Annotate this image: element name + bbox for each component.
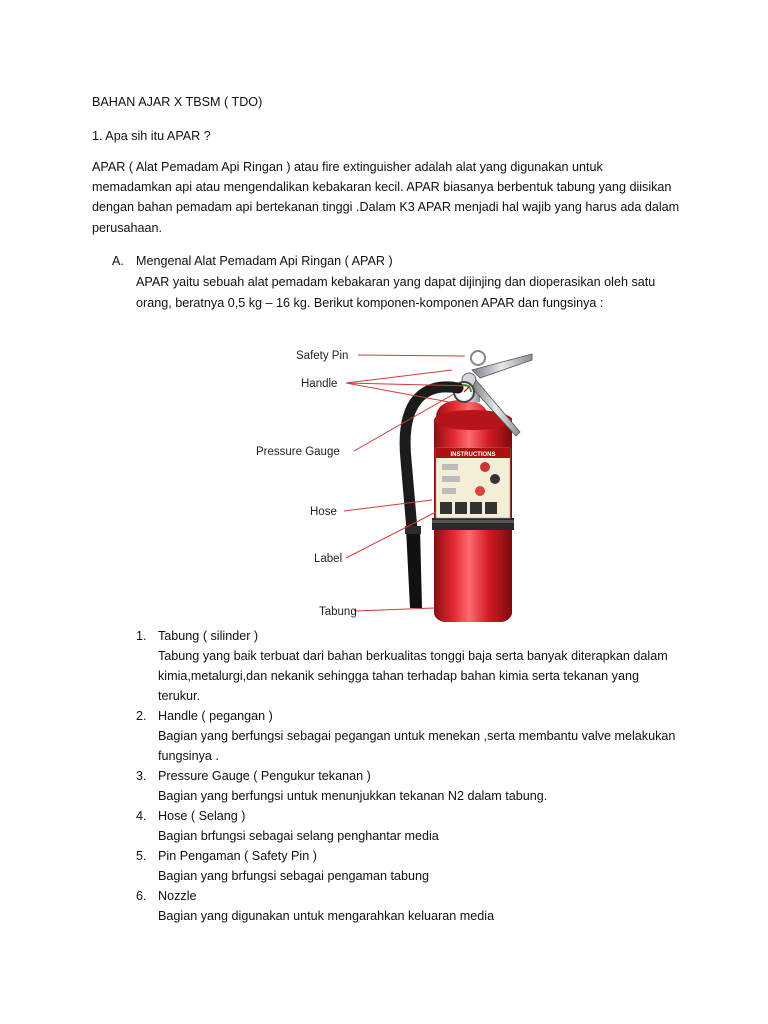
intro-line: APAR ( Alat Pemadam Api Ringan ) atau fire extinguisher adalah alat yang digunakan untuk: [92, 160, 603, 174]
item-description: [136, 646, 696, 706]
label-label: Label: [314, 553, 343, 565]
item-desc-line: fungsinya .: [158, 749, 219, 763]
instructions-heading: INSTRUCTIONS: [450, 452, 496, 458]
item-number: 4.: [136, 809, 147, 823]
section-body: [136, 272, 655, 313]
item-desc-line: kimia,metalurgi,dan nekanik sehingga tahan terhadap bahan kimia serta tekanan yang: [158, 669, 639, 683]
safety-pin-label: Safety Pin: [296, 350, 349, 362]
doc-title: BAHAN AJAR X TBSM ( TDO): [92, 95, 263, 109]
tabung-label: Tabung: [319, 606, 357, 618]
item-desc-line: Bagian yang berfungsi untuk menunjukkan tekanan N2 dalam tabung.: [158, 789, 548, 803]
item-number: 2.: [136, 709, 147, 723]
item-desc-line: Bagian yang brfungsi sebagai pengaman tabung: [158, 869, 429, 883]
item-heading: Nozzle: [158, 889, 197, 903]
intro-line: perusahaan.: [92, 220, 163, 235]
section-title: Mengenal Alat Pemadam Api Ringan ( APAR ): [136, 254, 393, 268]
list-item: [136, 846, 696, 886]
item-number: 5.: [136, 849, 147, 863]
item-description: [136, 786, 696, 806]
item-description: [136, 826, 696, 846]
list-item: [136, 626, 696, 706]
intro-paragraph: [92, 157, 692, 238]
section-letter: A.: [112, 254, 124, 268]
list-item: [136, 806, 696, 846]
pressure-gauge-label: Pressure Gauge: [256, 446, 340, 458]
list-item: [136, 766, 696, 806]
item-number: 6.: [136, 889, 147, 903]
item-desc-line: Tabung yang baik terbuat dari bahan berkualitas tonggi baja serta banyak diterapkan dalam: [158, 649, 668, 663]
list-item: [136, 706, 696, 766]
item-number: 1.: [136, 629, 147, 643]
handle-label: Handle: [301, 378, 338, 390]
section-body-line: orang, beratnya 0,5 kg – 16 kg. Berikut komponen-komponen APAR dan fungsinya :: [136, 295, 604, 310]
item-heading: Handle ( pegangan ): [158, 709, 273, 723]
item-desc-line: Bagian yang digunakan untuk mengarahkan keluaran media: [158, 909, 495, 923]
item-desc-line: Bagian brfungsi sebagai selang penghantar media: [158, 829, 439, 843]
list-item: [136, 886, 696, 926]
instruction-label: [436, 448, 510, 518]
item-heading: Pin Pengaman ( Safety Pin ): [158, 849, 317, 863]
item-heading: Tabung ( silinder ): [158, 629, 259, 643]
item-description: [136, 906, 696, 926]
item-heading: Hose ( Selang ): [158, 809, 246, 823]
item-desc-line: terukur.: [158, 689, 200, 703]
extinguisher-diagram: [250, 340, 540, 625]
intro-line: dengan bahan pemadam api bertekanan tinggi .Dalam K3 APAR menjadi hal wajib yang harus ada dalam: [92, 200, 680, 215]
item-description: [136, 726, 696, 766]
hose-label: Hose: [310, 506, 337, 518]
section-body-line: APAR yaitu sebuah alat pemadam kebakaran yang dapat dijinjing dan dioperasikan oleh satu: [136, 275, 656, 289]
intro-line: memadamkan api atau mengendalikan kebakaran kecil. APAR biasanya berbentuk tabung yang diisikan: [92, 180, 672, 195]
item-heading: Pressure Gauge ( Pengukur tekanan ): [158, 769, 371, 783]
component-list: [136, 626, 696, 926]
item-desc-line: Bagian yang berfungsi sebagai pegangan untuk menekan ,serta membantu valve melakukan: [158, 729, 676, 743]
item-description: [136, 866, 696, 886]
item-number: 3.: [136, 769, 147, 783]
question-heading: 1. Apa sih itu APAR ?: [92, 129, 211, 143]
